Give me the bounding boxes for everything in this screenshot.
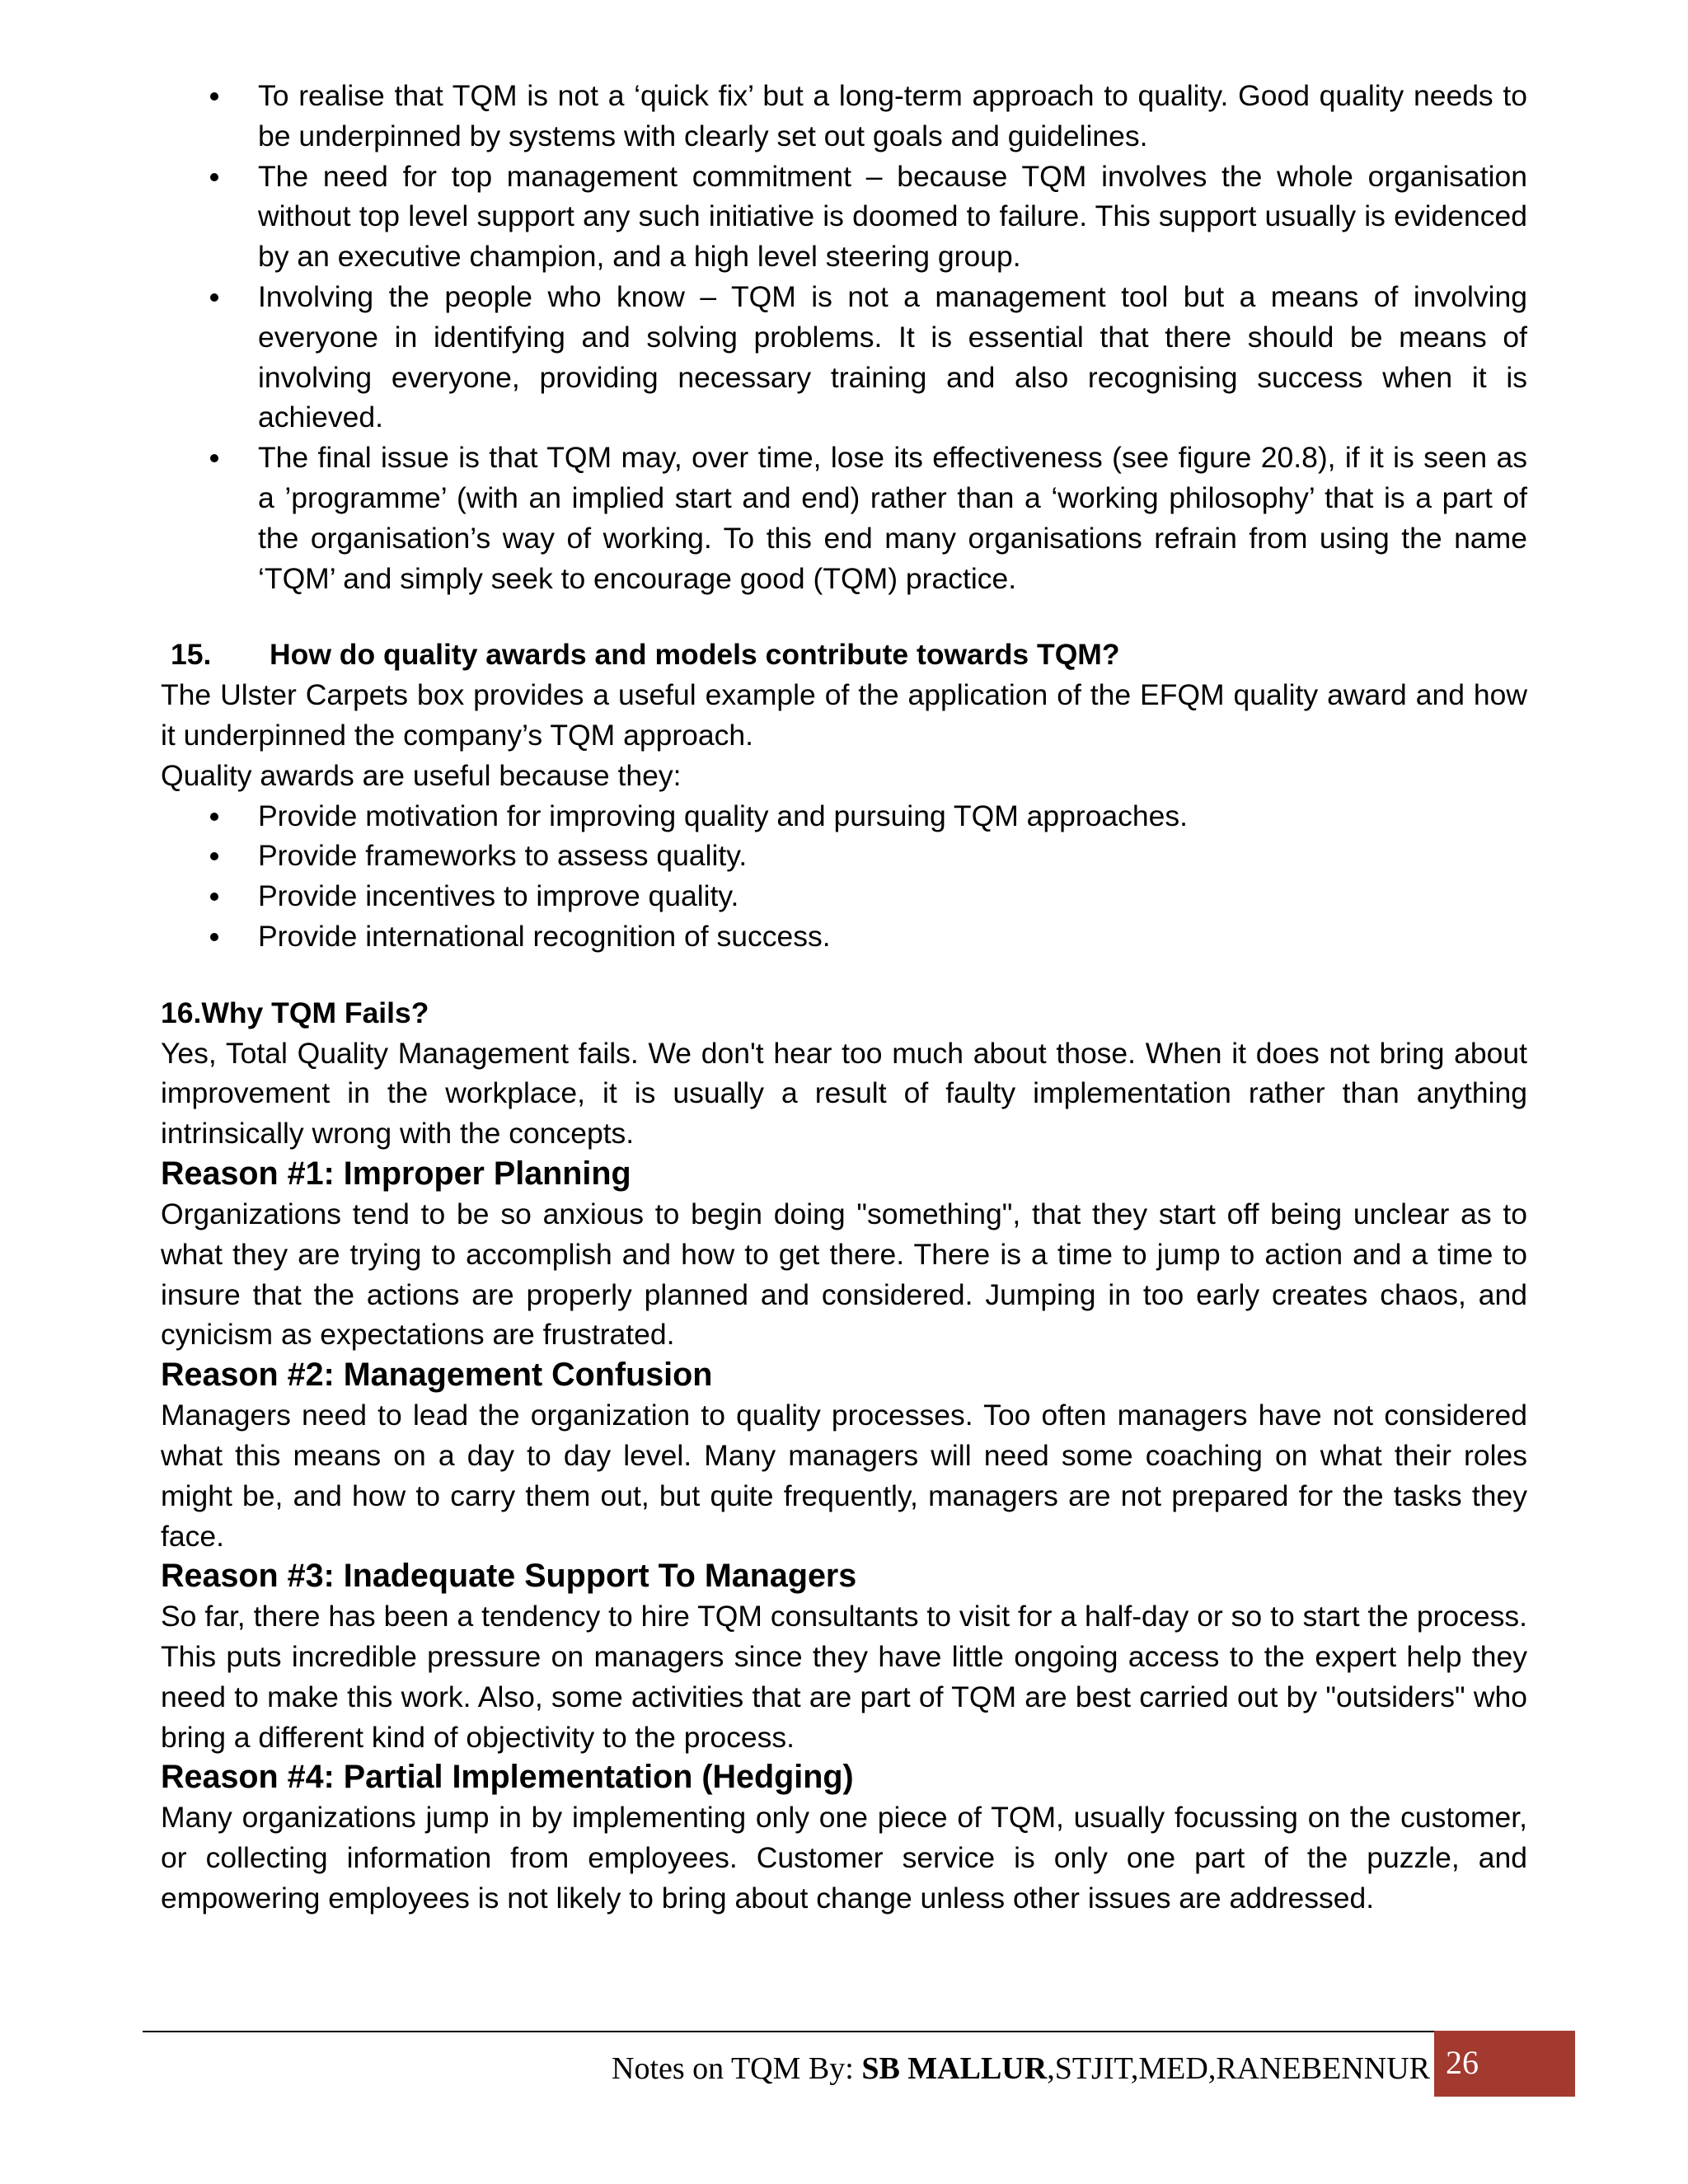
reason-heading: Reason #1: Improper Planning bbox=[161, 1155, 631, 1192]
list-item: Provide motivation for improving quality and pursuing TQM approaches. bbox=[161, 796, 1527, 837]
paragraph: Yes, Total Quality Management fails. We don't hear too much about those. When it does not bring about improvement in the workplace, it is usually a result of faulty implementation rather than anything intrinsically wrong with the concepts. bbox=[161, 1036, 1527, 1151]
list-item: Provide incentives to improve quality. bbox=[161, 876, 1527, 916]
list-item: The final issue is that TQM may, over time, lose its effectiveness (see figure 20.8), if it is seen as a ’programme’ (with an implied start and end) rather than a ‘working philosophy’ that is a part of the organisation’s way of working. To this end many organisations refrain from using the name ‘TQM’ and simply seek to encourage good (TQM) practice. bbox=[161, 438, 1527, 598]
bullet-icon bbox=[210, 92, 218, 101]
list-item: Involving the people who know – TQM is not a management tool but a means of involving everyone in identifying and solving problems. It is essential that there should be means of involving everyone, providing necessary training and also recognising success when it is achieved. bbox=[161, 277, 1527, 438]
bullet-icon bbox=[210, 933, 218, 941]
footer-author: SB MALLUR bbox=[861, 2051, 1048, 2086]
paragraph: Quality awards are useful because they: bbox=[161, 758, 682, 792]
list-item: Provide frameworks to assess quality. bbox=[161, 836, 1527, 876]
footer-divider bbox=[143, 2031, 1575, 2032]
list-item: The need for top management commitment – because TQM involves the whole organisation without top level support any such initiative is doomed to failure. This support usually is evidenced by an executive champion, and a high level steering group. bbox=[161, 157, 1527, 277]
bullet-icon bbox=[210, 852, 218, 860]
list-item: Provide international recognition of success. bbox=[161, 916, 1527, 957]
awards-bullet-list bbox=[161, 796, 1527, 957]
bullet-icon bbox=[210, 173, 218, 181]
question-16-heading: 16.Why TQM Fails? bbox=[161, 996, 429, 1029]
paragraph: So far, there has been a tendency to hire TQM consultants to visit for a half-day or so to start the process. This puts incredible pressure on managers since they have little ongoing access to the expert help they need to make this work. Also, some activities that are part of TQM are best carried out by "outsiders" who bring a different kind of objectivity to the process. bbox=[161, 1600, 1527, 1754]
reason-heading: Reason #2: Management Confusion bbox=[161, 1357, 713, 1394]
reason-heading: Reason #4: Partial Implementation (Hedging) bbox=[161, 1759, 854, 1796]
paragraph: Organizations tend to be so anxious to begin doing "something", that they start off being unclear as to what they are trying to accomplish and how to get there. There is a time to jump to action and a time to insure that the actions are properly planned and considered. Jumping in too early creates chaos, and cynicism as expectations are frustrated. bbox=[161, 1197, 1527, 1352]
bullet-icon bbox=[210, 293, 218, 302]
footer-credit: Notes on TQM By: SB MALLUR,STJIT,MED,RANEBENNUR bbox=[612, 2051, 1430, 2086]
question-title: How do quality awards and models contribute towards TQM? bbox=[270, 638, 1120, 672]
question-15-heading bbox=[161, 635, 1527, 675]
paragraph: Managers need to lead the organization to quality processes. Too often managers have not considered what this means on a day to day level. Many managers will need some coaching on what their roles might be, and how to carry them out, but quite frequently, managers are not prepared for the tasks they face. bbox=[161, 1399, 1527, 1553]
paragraph: The Ulster Carpets box provides a useful example of the application of the EFQM quality award and how it underpinned the company’s TQM approach. bbox=[161, 678, 1527, 752]
list-item: To realise that TQM is not a ‘quick fix’ but a long-term approach to quality. Good quality needs to be underpinned by systems with clearly set out goals and guidelines. bbox=[161, 76, 1527, 157]
reason-heading: Reason #3: Inadequate Support To Managers bbox=[161, 1558, 857, 1595]
document-body bbox=[161, 76, 1527, 1919]
page-number: 26 bbox=[1434, 2031, 1575, 2097]
bullet-icon bbox=[210, 893, 218, 901]
paragraph: Many organizations jump in by implementing only one piece of TQM, usually focussing on the customer, or collecting information from employees. Customer service is only one part of the puzzle, and empowering employees is not likely to bring about change unless other issues are addressed. bbox=[161, 1801, 1527, 1915]
bullet-icon bbox=[210, 813, 218, 821]
question-number: 15. bbox=[171, 638, 212, 672]
bullet-icon bbox=[210, 454, 218, 462]
top-bullet-list bbox=[161, 76, 1527, 598]
